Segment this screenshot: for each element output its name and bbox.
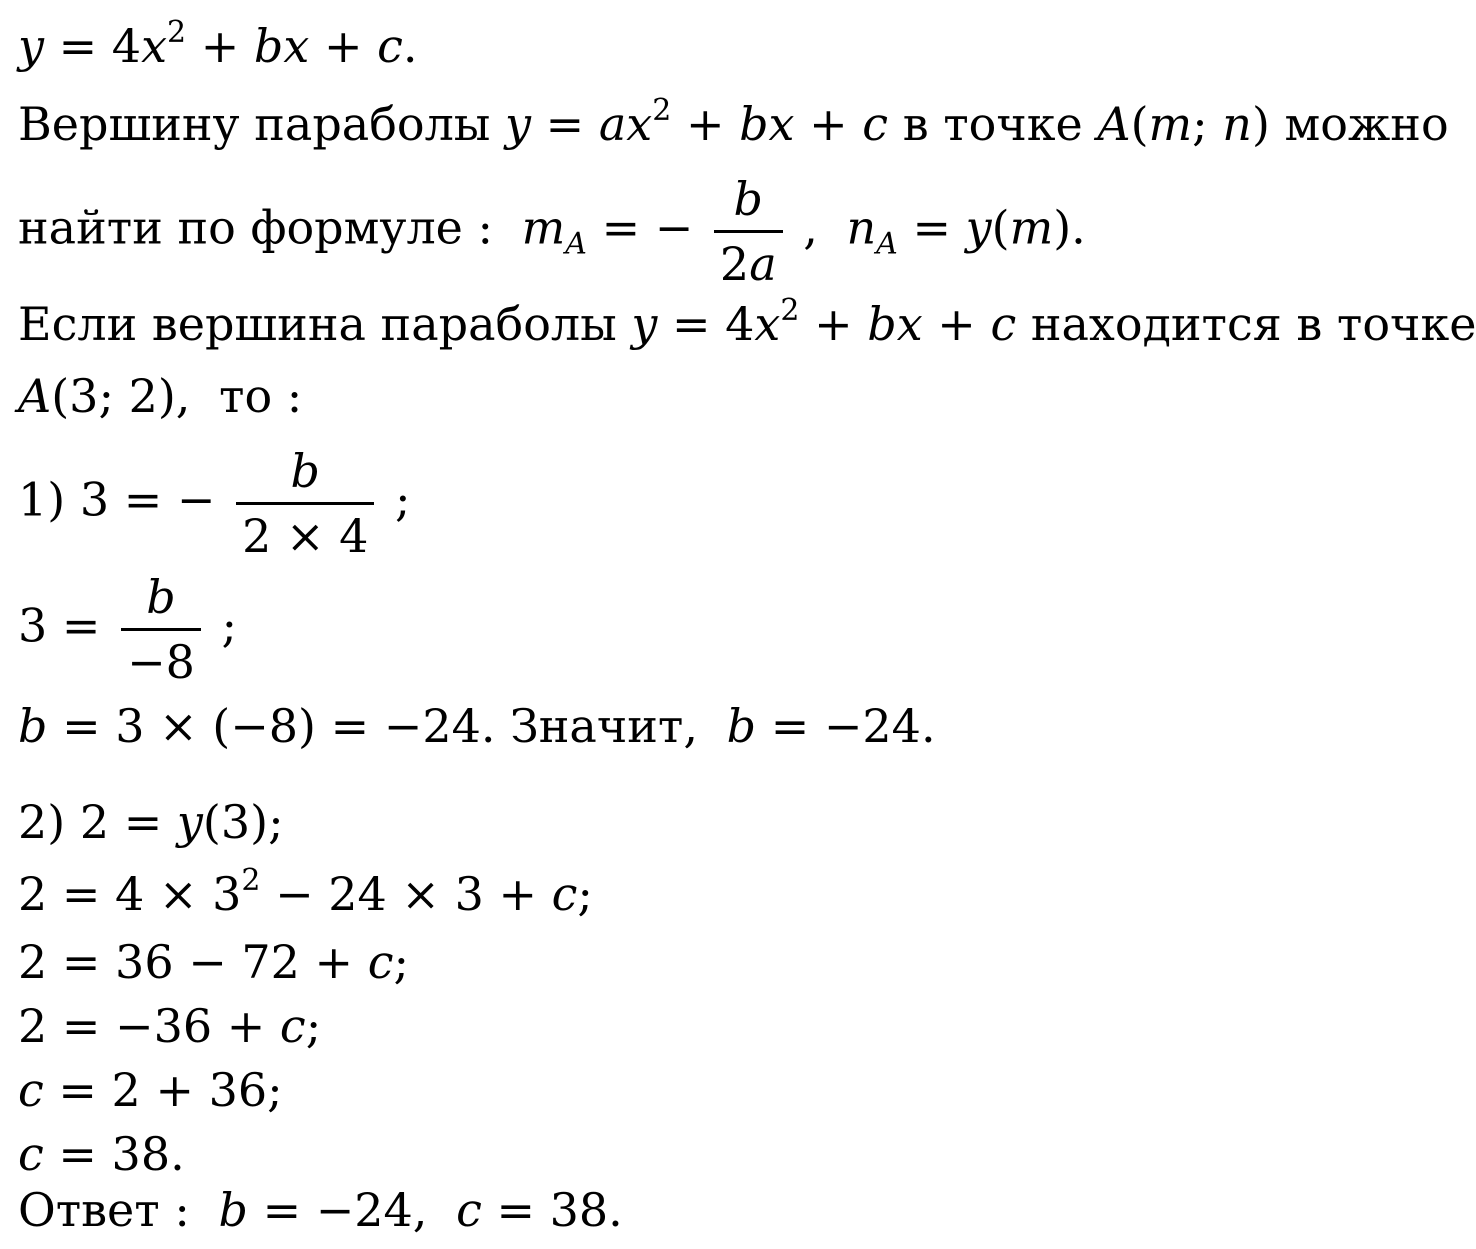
var: n [1222, 97, 1252, 151]
semicolon: ; [393, 935, 409, 989]
var: c [456, 1183, 482, 1237]
fraction-b-over-minus8 [121, 566, 201, 693]
subscript: A [565, 226, 587, 262]
equals: = [912, 200, 951, 255]
text: 2) 2 = [18, 795, 163, 849]
step2b-line [18, 934, 409, 990]
exponent: 2 [780, 293, 800, 328]
var: b [18, 699, 48, 753]
expr: 2 = 36 − 72 + [18, 935, 354, 989]
b-result-line [18, 698, 936, 754]
text: можно [1284, 97, 1449, 151]
term: 4 [725, 297, 755, 351]
answer-label: Ответ : [18, 1183, 190, 1237]
subscript: A [876, 226, 898, 262]
var: c [18, 1063, 44, 1117]
expr: = 2 + 36; [58, 1063, 283, 1117]
var: c [551, 867, 578, 921]
semicolon: ; [577, 867, 593, 921]
var: c [862, 97, 889, 151]
var: bx [739, 97, 795, 151]
expr: = −24. [770, 699, 936, 753]
numerator: b [290, 444, 320, 498]
expr: 2 = −36 + [18, 999, 266, 1053]
equals: = [545, 97, 585, 151]
semicolon: ; [395, 472, 411, 527]
semicolon: ; [305, 999, 322, 1053]
step2d-line [18, 1062, 283, 1118]
paren: ( [991, 200, 1010, 255]
var: m [1009, 200, 1054, 255]
numerator: b [733, 172, 763, 226]
exponent: 2 [241, 863, 261, 898]
var: y [631, 297, 658, 351]
plus: + [809, 97, 848, 151]
plus: + [937, 297, 976, 351]
expr: 2 = 4 × 3 [18, 867, 242, 921]
var: x [141, 19, 168, 73]
comma: , [803, 200, 818, 255]
c-result-line [18, 1126, 185, 1182]
var: b [726, 699, 757, 753]
var: c [990, 297, 1017, 351]
var: bx [253, 19, 310, 73]
var: y [176, 795, 203, 849]
plus: + [685, 97, 725, 151]
var: b [218, 1183, 248, 1237]
equals: = [58, 19, 98, 73]
expr: = −24, [262, 1183, 428, 1237]
plus: + [323, 19, 363, 73]
text: Вершину параболы [18, 97, 491, 151]
text: в точке [902, 97, 1083, 151]
equals: = [601, 200, 641, 255]
denominator [714, 230, 783, 295]
text: найти по формуле : [18, 200, 494, 255]
text: 1) 3 = − [18, 472, 216, 527]
var: bx [867, 297, 923, 351]
expr: − 24 × 3 + [275, 867, 538, 921]
paren: ( [1130, 97, 1149, 151]
var: A [18, 369, 52, 423]
expr: = 38. [496, 1183, 623, 1237]
var: y [18, 19, 44, 73]
var: y [505, 97, 532, 151]
given-equation-line [18, 15, 418, 74]
minus: − [654, 200, 694, 255]
exponent: 2 [652, 93, 672, 128]
fraction-b-over-2a [714, 168, 783, 295]
text: то : [219, 369, 303, 423]
step2-line [18, 794, 284, 850]
equals: = [671, 297, 711, 351]
den-digit: 2 [719, 237, 750, 291]
var: c [279, 999, 306, 1053]
numerator: b [146, 570, 176, 624]
var: m [1148, 97, 1193, 151]
var: c [18, 1127, 44, 1181]
var: y [965, 200, 992, 255]
denominator: −8 [121, 628, 201, 693]
expr: = 38. [58, 1127, 185, 1181]
period: . [402, 19, 418, 73]
text: находится в точке [1030, 297, 1476, 351]
var: ax [598, 97, 653, 151]
text: Если вершина параболы [18, 297, 617, 351]
expr: (3); [202, 795, 284, 849]
semicolon: ; [221, 598, 237, 653]
var: n [846, 200, 877, 255]
vertex-intro-line [18, 93, 1449, 152]
den-var: a [749, 237, 777, 291]
step1-line [18, 440, 411, 567]
condition-line [18, 293, 1476, 352]
var: m [521, 200, 566, 255]
vertex-formula-line [18, 168, 1086, 295]
term: 4 [111, 19, 142, 73]
expr: = 3 × (−8) = −24. Значит, [62, 699, 698, 753]
var: x [754, 297, 781, 351]
fraction-b-over-2x4 [236, 440, 374, 567]
var: c [367, 935, 394, 989]
answer-line [18, 1182, 623, 1238]
plus: + [200, 19, 240, 73]
denominator: 2 × 4 [236, 502, 374, 567]
var: A [1097, 97, 1131, 151]
exponent: 2 [167, 15, 187, 50]
coords: (3; 2), [51, 369, 191, 423]
plus: + [814, 297, 853, 351]
semicolon: ; [1192, 97, 1208, 151]
paren: ). [1053, 200, 1086, 255]
text: 3 = [18, 598, 101, 653]
var: c [377, 19, 403, 73]
step1b-line [18, 566, 237, 693]
step2c-line [18, 998, 321, 1054]
point-line [18, 368, 302, 424]
step2a-line [18, 863, 593, 922]
paren: ) [1251, 97, 1270, 151]
